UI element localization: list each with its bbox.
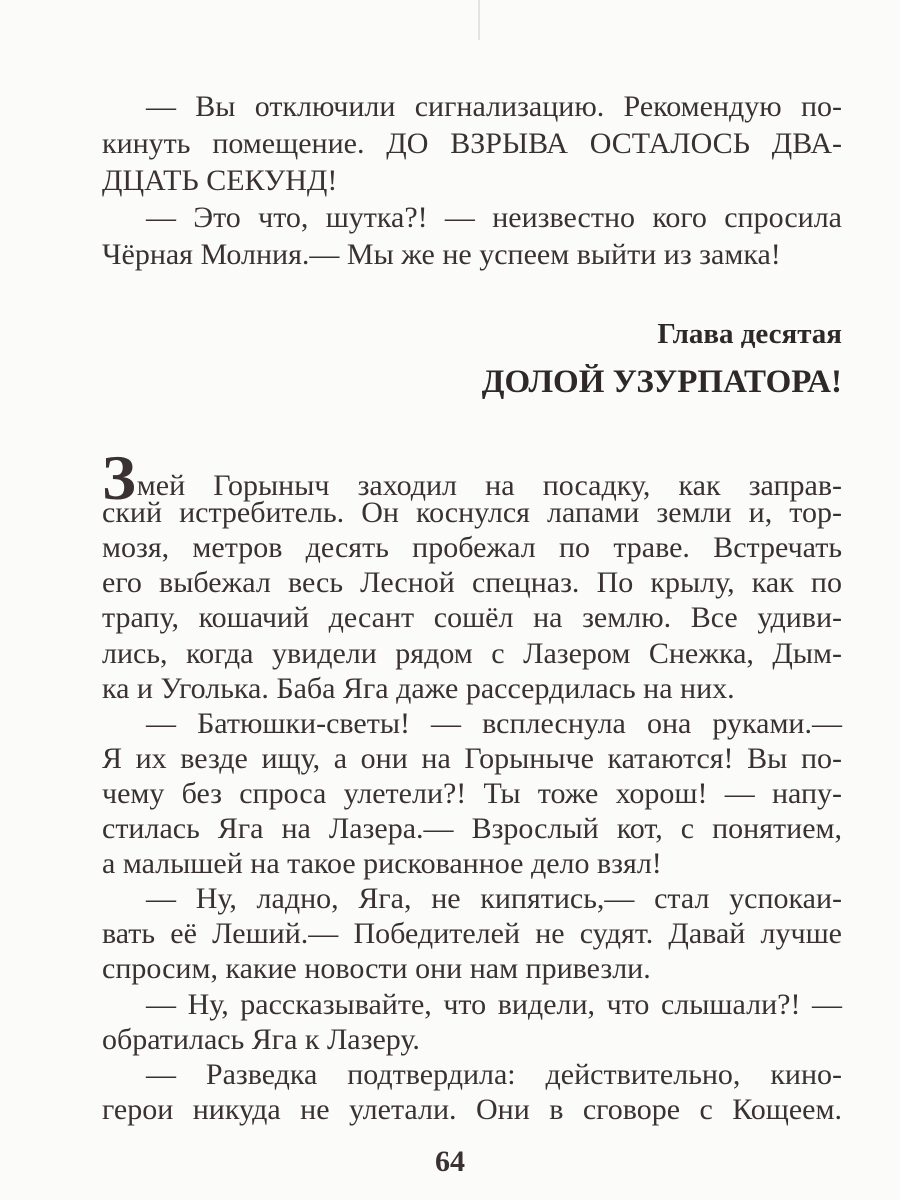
- text-line: [102, 565, 842, 601]
- text-line: [102, 776, 842, 812]
- text-line-content: — Разведка подтвердила: действительно, кино-: [146, 1057, 842, 1091]
- text-line-content: спросим, какие новости они нам привезли.: [102, 952, 651, 986]
- text-line: [102, 951, 842, 987]
- text-line: [102, 126, 842, 162]
- text-line: [102, 811, 842, 847]
- text-line-content: мей Горыныч заходил на посадку, как заправ-: [136, 469, 842, 502]
- text-line: [102, 530, 842, 566]
- page-number: 64: [435, 1145, 465, 1178]
- text-line-content: его выбежал весь Лесной спецназ. По крылу, как по: [102, 566, 842, 600]
- text-line: [102, 237, 842, 273]
- chapter-label: Глава десятая: [657, 318, 842, 350]
- text-line: [146, 89, 842, 125]
- text-line: [102, 671, 842, 707]
- text-line-content: Чёрная Молния.— Мы же не успеем выйти из замка!: [102, 238, 781, 271]
- text-line: [102, 1022, 842, 1058]
- text-line: [146, 881, 842, 917]
- text-line-content: — Ну, рассказывайте, что видели, что слышали?! —: [146, 987, 842, 1021]
- chapter-title: ДОЛОЙ УЗУРПАТОРА!: [481, 364, 842, 400]
- text-line-content: герои никуда не улетали. Они в сговоре с Кощеем.: [102, 1092, 842, 1126]
- text-line: [102, 916, 842, 952]
- page-fold-mark: [478, 0, 480, 40]
- text-line: [102, 1092, 842, 1128]
- text-line-content: — Ну, ладно, Яга, не кипятись,— стал успокаи-: [146, 882, 842, 916]
- text-line-content: трапу, кошачий десант сошёл на землю. Все удиви-: [102, 601, 842, 635]
- text-line-content: — Батюшки-светы! — всплеснула она руками.—: [146, 706, 842, 740]
- text-line: [102, 741, 842, 777]
- text-line-content: чему без спроса улетели?! Ты тоже хорош! — напу-: [102, 776, 842, 810]
- text-line-content: кинуть помещение. ДО ВЗРЫВА ОСТАЛОСЬ ДВА-: [102, 127, 842, 160]
- text-line: [146, 1057, 842, 1093]
- text-line: [102, 600, 842, 636]
- text-line-content: лись, когда увидели рядом с Лазером Снежка, Дым-: [102, 636, 842, 670]
- text-line: [102, 163, 842, 199]
- text-line: [102, 846, 842, 882]
- text-line-content: — Это что, шутка?! — неизвестно кого спросила: [146, 201, 842, 234]
- text-line: [102, 495, 842, 531]
- text-line-content: мозя, метров десять пробежал по траве. Встречать: [102, 531, 842, 565]
- text-line-content: Я их везде ищу, а они на Горыныче катаются! Вы по-: [102, 741, 842, 775]
- text-line-content: обратилась Яга к Лазеру.: [102, 1022, 420, 1056]
- text-line-content: стилась Яга на Лазера.— Взрослый кот, с понятием,: [102, 812, 842, 845]
- text-line-content: вать её Леший.— Победителей не судят. Давай лучше: [102, 917, 842, 951]
- text-line-content: — Вы отключили сигнализацию. Рекомендую по-: [146, 90, 842, 123]
- text-line: [102, 636, 842, 672]
- text-line-content: ка и Уголька. Баба Яга даже рассердилась на них.: [102, 671, 735, 705]
- text-line: [146, 706, 842, 742]
- text-line-content: ский истребитель. Он коснулся лапами земли и, тор-: [102, 496, 842, 530]
- drop-cap: З: [102, 442, 136, 513]
- text-line: [146, 987, 842, 1023]
- text-line-content: а малышей на такое рискованное дело взял!: [102, 847, 662, 881]
- text-line-content: ДЦАТЬ СЕКУНД!: [102, 164, 338, 197]
- text-line: [146, 200, 842, 236]
